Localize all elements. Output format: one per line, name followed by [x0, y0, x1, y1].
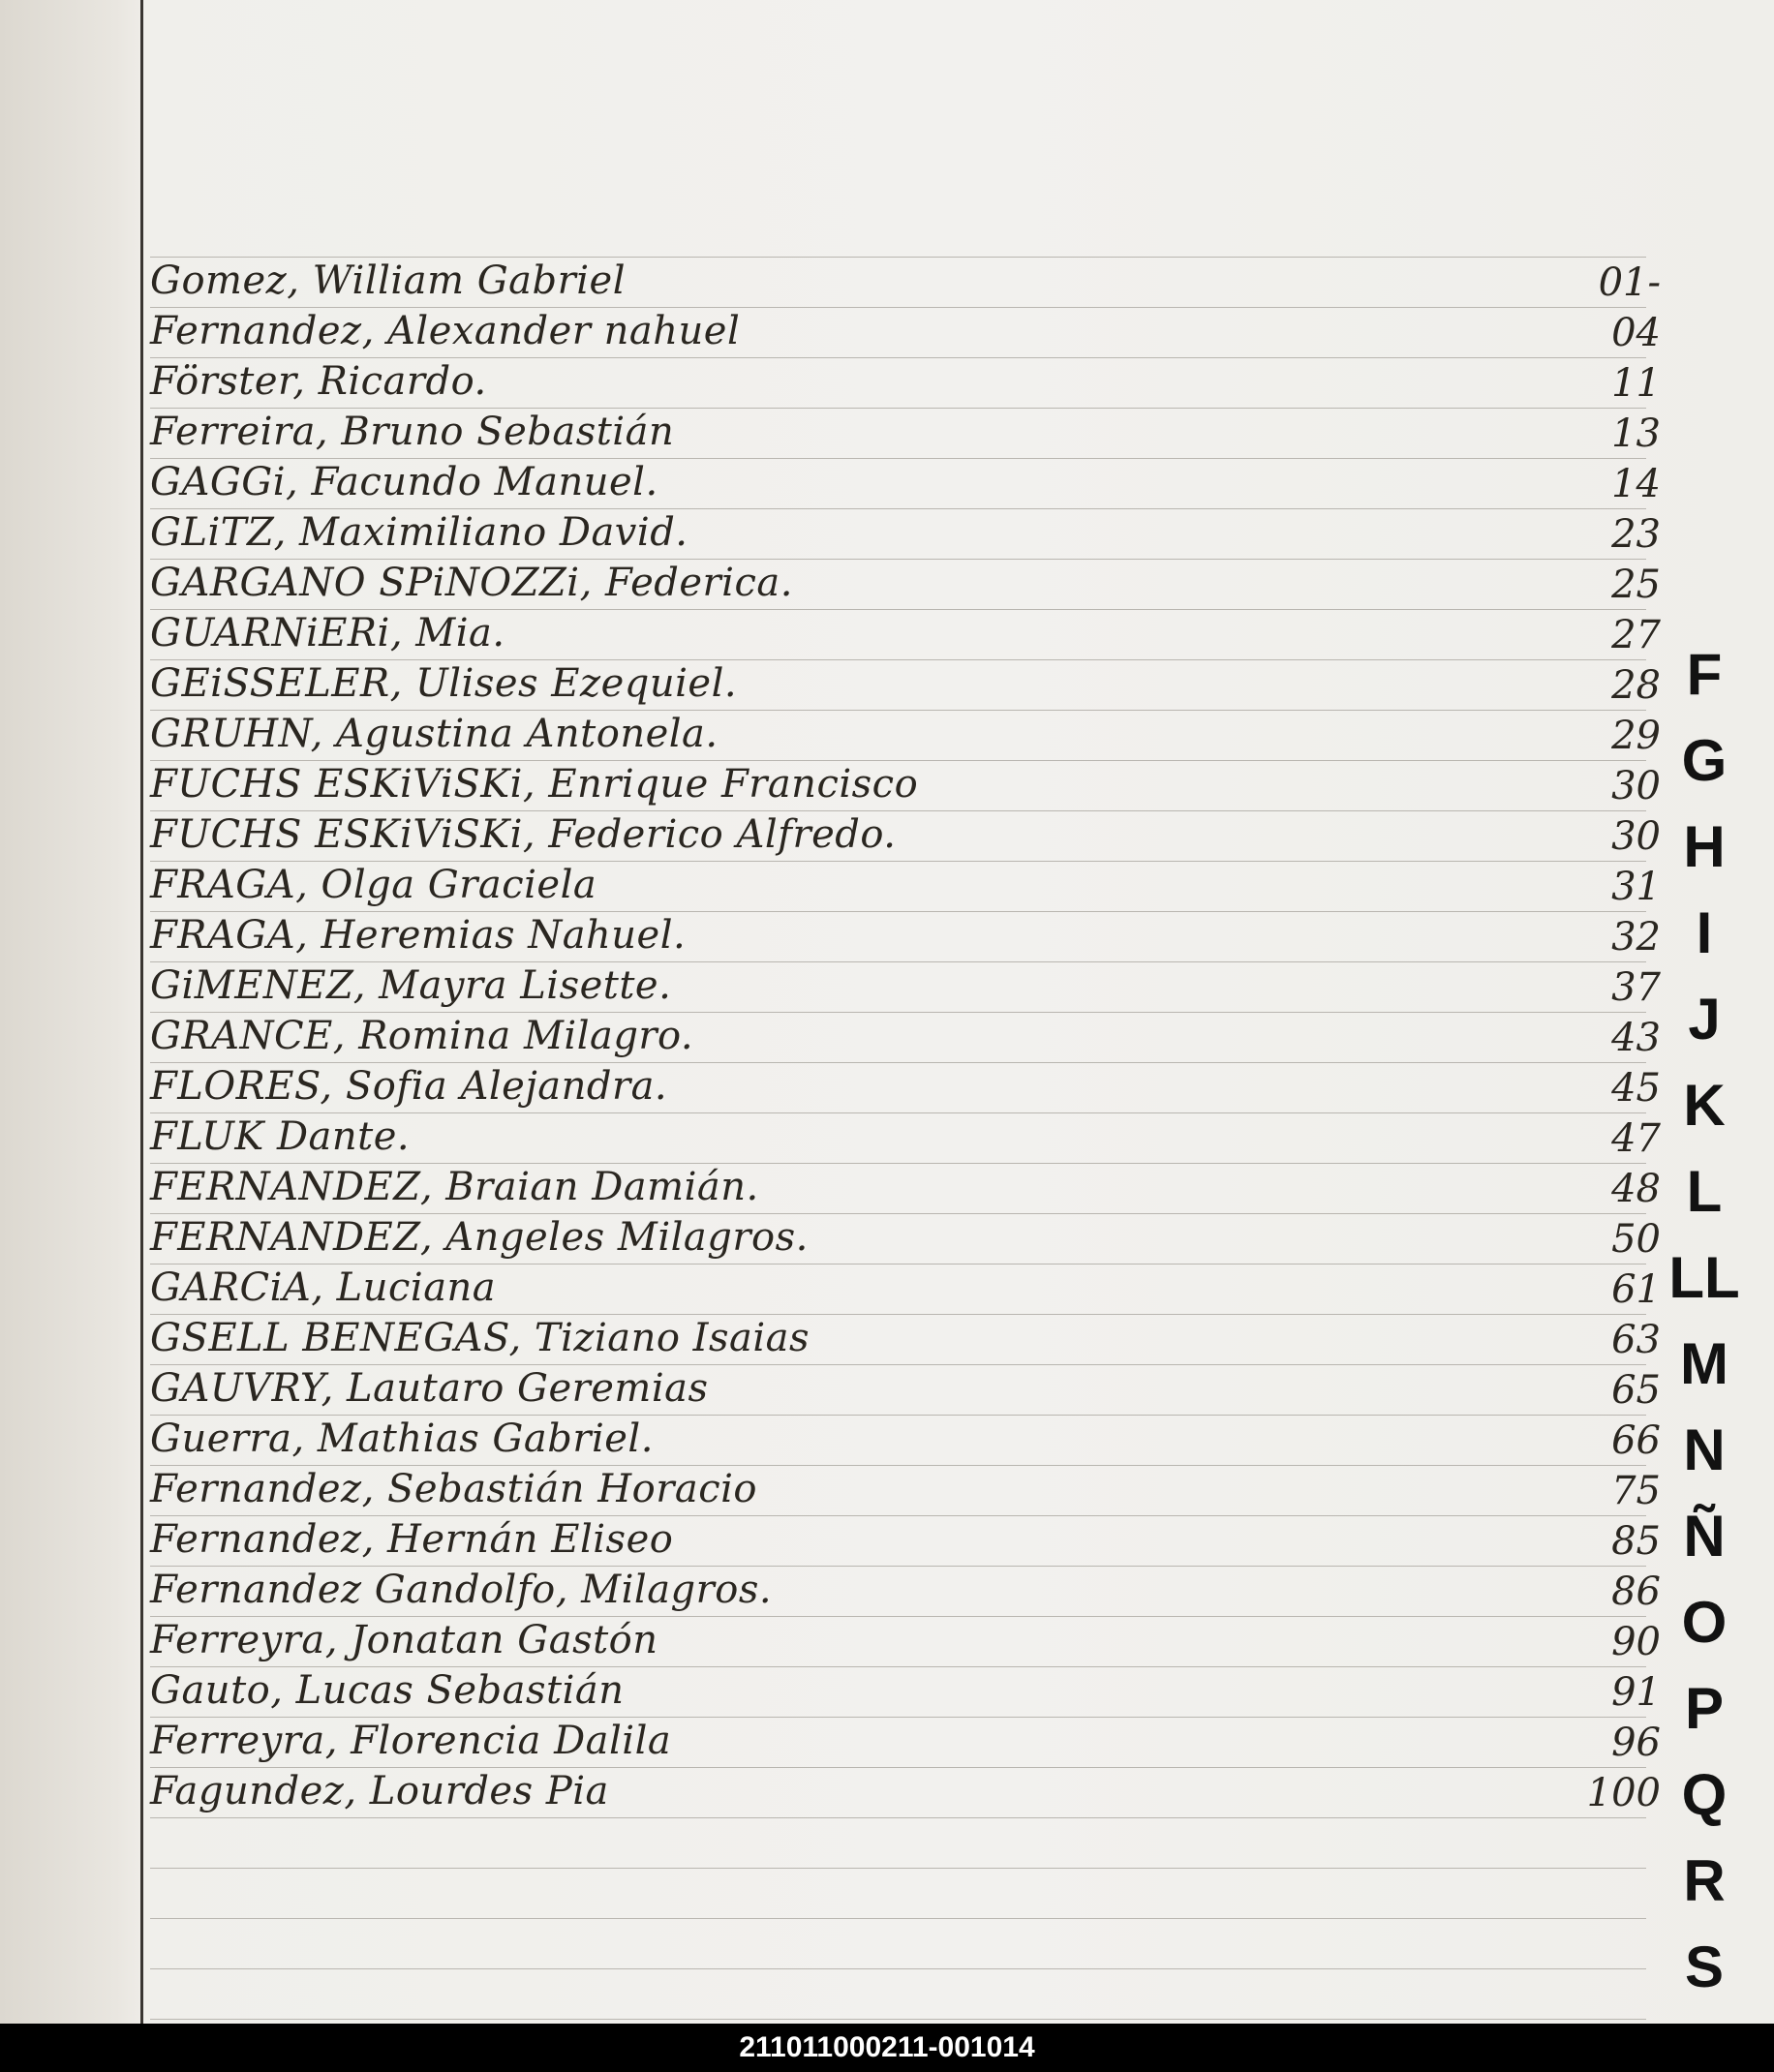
- page-binding-edge: [0, 0, 140, 2024]
- list-item: [150, 408, 1661, 458]
- entry-number: 27: [1611, 613, 1661, 657]
- list-item: [150, 961, 1661, 1012]
- student-name: Fernandez, Alexander nahuel: [150, 309, 741, 353]
- entry-number: 65: [1611, 1368, 1661, 1413]
- index-tab-h[interactable]: H: [1683, 814, 1726, 879]
- list-item: [150, 1264, 1661, 1314]
- entry-number: 43: [1611, 1016, 1661, 1060]
- student-name: Ferreira, Bruno Sebastián: [150, 410, 675, 454]
- index-tab-k[interactable]: K: [1683, 1073, 1726, 1138]
- list-item: [150, 1163, 1661, 1213]
- student-name: Förster, Ricardo.: [150, 359, 487, 404]
- student-name: GAGGi, Facundo Manuel.: [150, 460, 658, 504]
- student-name: Fagundez, Lourdes Pia: [150, 1769, 609, 1813]
- entry-number: 13: [1611, 411, 1661, 456]
- entry-number: 01-: [1598, 260, 1661, 305]
- index-tab-i[interactable]: I: [1696, 900, 1713, 965]
- entry-number: 25: [1611, 563, 1661, 607]
- entry-number: 86: [1611, 1569, 1661, 1614]
- index-tab-enye[interactable]: Ñ: [1683, 1504, 1726, 1569]
- list-item: [150, 609, 1661, 659]
- list-item: [150, 307, 1661, 357]
- list-item: [150, 710, 1661, 760]
- alphabet-index-tabs: [1646, 631, 1762, 2010]
- student-name: FLORES, Sofia Alejandra.: [150, 1064, 668, 1109]
- entry-number: 96: [1611, 1721, 1661, 1765]
- list-item: [150, 861, 1661, 911]
- ruled-line: [150, 1868, 1646, 1869]
- index-tab-f[interactable]: F: [1686, 642, 1723, 707]
- entry-number: 48: [1611, 1167, 1661, 1211]
- entry-number: 85: [1611, 1519, 1661, 1564]
- entry-number: 90: [1611, 1620, 1661, 1664]
- list-item: [150, 1415, 1661, 1465]
- list-item: [150, 1314, 1661, 1364]
- index-tab-l[interactable]: L: [1686, 1159, 1723, 1224]
- student-name: GARGANO SPiNOZZi, Federica.: [150, 561, 793, 605]
- margin-line: [140, 0, 143, 2024]
- index-tab-m[interactable]: M: [1680, 1331, 1728, 1396]
- entry-number: 14: [1611, 462, 1661, 506]
- student-name: GAUVRY, Lautaro Geremias: [150, 1366, 709, 1411]
- entry-number: 28: [1611, 663, 1661, 708]
- entry-number: 37: [1611, 965, 1661, 1010]
- list-item: [150, 508, 1661, 559]
- list-item: [150, 1666, 1661, 1717]
- index-tab-r[interactable]: R: [1683, 1848, 1726, 1913]
- list-item: [150, 458, 1661, 508]
- index-tab-q[interactable]: Q: [1681, 1762, 1728, 1827]
- list-item: [150, 1213, 1661, 1264]
- student-name: GiMENEZ, Mayra Lisette.: [150, 963, 672, 1008]
- ruled-line: [150, 2019, 1646, 2020]
- student-name: GRANCE, Romina Milagro.: [150, 1014, 694, 1058]
- handwritten-list: [150, 257, 1661, 1817]
- student-name: FERNANDEZ, Braian Damián.: [150, 1165, 759, 1209]
- list-item: [150, 357, 1661, 408]
- student-name: FUCHS ESKiViSKi, Federico Alfredo.: [150, 812, 897, 857]
- list-item: [150, 760, 1661, 810]
- ruled-line: [150, 1918, 1646, 1919]
- list-item: [150, 1566, 1661, 1616]
- entry-number: 31: [1611, 865, 1661, 909]
- student-name: Gomez, William Gabriel: [150, 259, 626, 303]
- list-item: [150, 1515, 1661, 1566]
- index-tab-j[interactable]: J: [1688, 987, 1721, 1051]
- entry-number: 91: [1611, 1670, 1661, 1715]
- list-item: [150, 911, 1661, 961]
- student-name: GARCiA, Luciana: [150, 1265, 497, 1310]
- entry-number: 23: [1611, 512, 1661, 557]
- list-item: [150, 1616, 1661, 1666]
- student-name: GUARNiERi, Mia.: [150, 611, 505, 655]
- list-item: [150, 810, 1661, 861]
- student-name: Guerra, Mathias Gabriel.: [150, 1417, 654, 1461]
- scan-id-footer: 211011000211-001014: [0, 2024, 1774, 2072]
- student-name: FRAGA, Heremias Nahuel.: [150, 913, 687, 958]
- index-tab-g[interactable]: G: [1681, 728, 1728, 793]
- index-tab-p[interactable]: P: [1684, 1676, 1725, 1741]
- list-item: [150, 1012, 1661, 1062]
- list-item: [150, 1112, 1661, 1163]
- entry-number: 30: [1611, 814, 1661, 859]
- ruled-line: [150, 1968, 1646, 1969]
- list-item: [150, 1364, 1661, 1415]
- entry-number: 30: [1611, 764, 1661, 808]
- entry-number: 75: [1611, 1469, 1661, 1513]
- ruled-line: [150, 1817, 1646, 1818]
- entry-number: 32: [1611, 915, 1661, 960]
- student-name: GEiSSELER, Ulises Ezequiel.: [150, 661, 738, 706]
- student-name: Fernandez, Hernán Eliseo: [150, 1517, 674, 1562]
- list-item: [150, 1062, 1661, 1112]
- student-name: Fernandez, Sebastián Horacio: [150, 1467, 757, 1511]
- index-tab-s[interactable]: S: [1684, 1935, 1725, 1999]
- student-name: GLiTZ, Maximiliano David.: [150, 510, 688, 555]
- student-name: Ferreyra, Florencia Dalila: [150, 1719, 672, 1763]
- index-tab-ll[interactable]: LL: [1668, 1245, 1740, 1310]
- list-item: [150, 1465, 1661, 1515]
- student-name: GSELL BENEGAS, Tiziano Isaias: [150, 1316, 811, 1360]
- entry-number: 50: [1611, 1217, 1661, 1262]
- list-item: [150, 1767, 1661, 1817]
- student-name: GRUHN, Agustina Antonela.: [150, 712, 719, 756]
- list-item: [150, 257, 1661, 307]
- entry-number: 66: [1611, 1418, 1661, 1463]
- list-item: [150, 1717, 1661, 1767]
- entry-number: 11: [1611, 361, 1661, 406]
- index-tab-n[interactable]: N: [1683, 1417, 1726, 1482]
- entry-number: 45: [1611, 1066, 1661, 1111]
- student-name: FUCHS ESKiViSKi, Enrique Francisco: [150, 762, 919, 807]
- student-name: Gauto, Lucas Sebastián: [150, 1668, 625, 1713]
- entry-number: 29: [1611, 714, 1661, 758]
- student-name: FERNANDEZ, Angeles Milagros.: [150, 1215, 809, 1260]
- student-name: FRAGA, Olga Graciela: [150, 863, 597, 907]
- entry-number: 100: [1586, 1771, 1661, 1815]
- entry-number: 61: [1611, 1267, 1661, 1312]
- student-name: FLUK Dante.: [150, 1114, 411, 1159]
- entry-number: 04: [1611, 311, 1661, 355]
- student-name: Ferreyra, Jonatan Gastón: [150, 1618, 658, 1662]
- list-item: [150, 559, 1661, 609]
- entry-number: 63: [1611, 1318, 1661, 1362]
- index-tab-o[interactable]: O: [1681, 1590, 1728, 1655]
- student-name: Fernandez Gandolfo, Milagros.: [150, 1568, 773, 1612]
- list-item: [150, 659, 1661, 710]
- entry-number: 47: [1611, 1116, 1661, 1161]
